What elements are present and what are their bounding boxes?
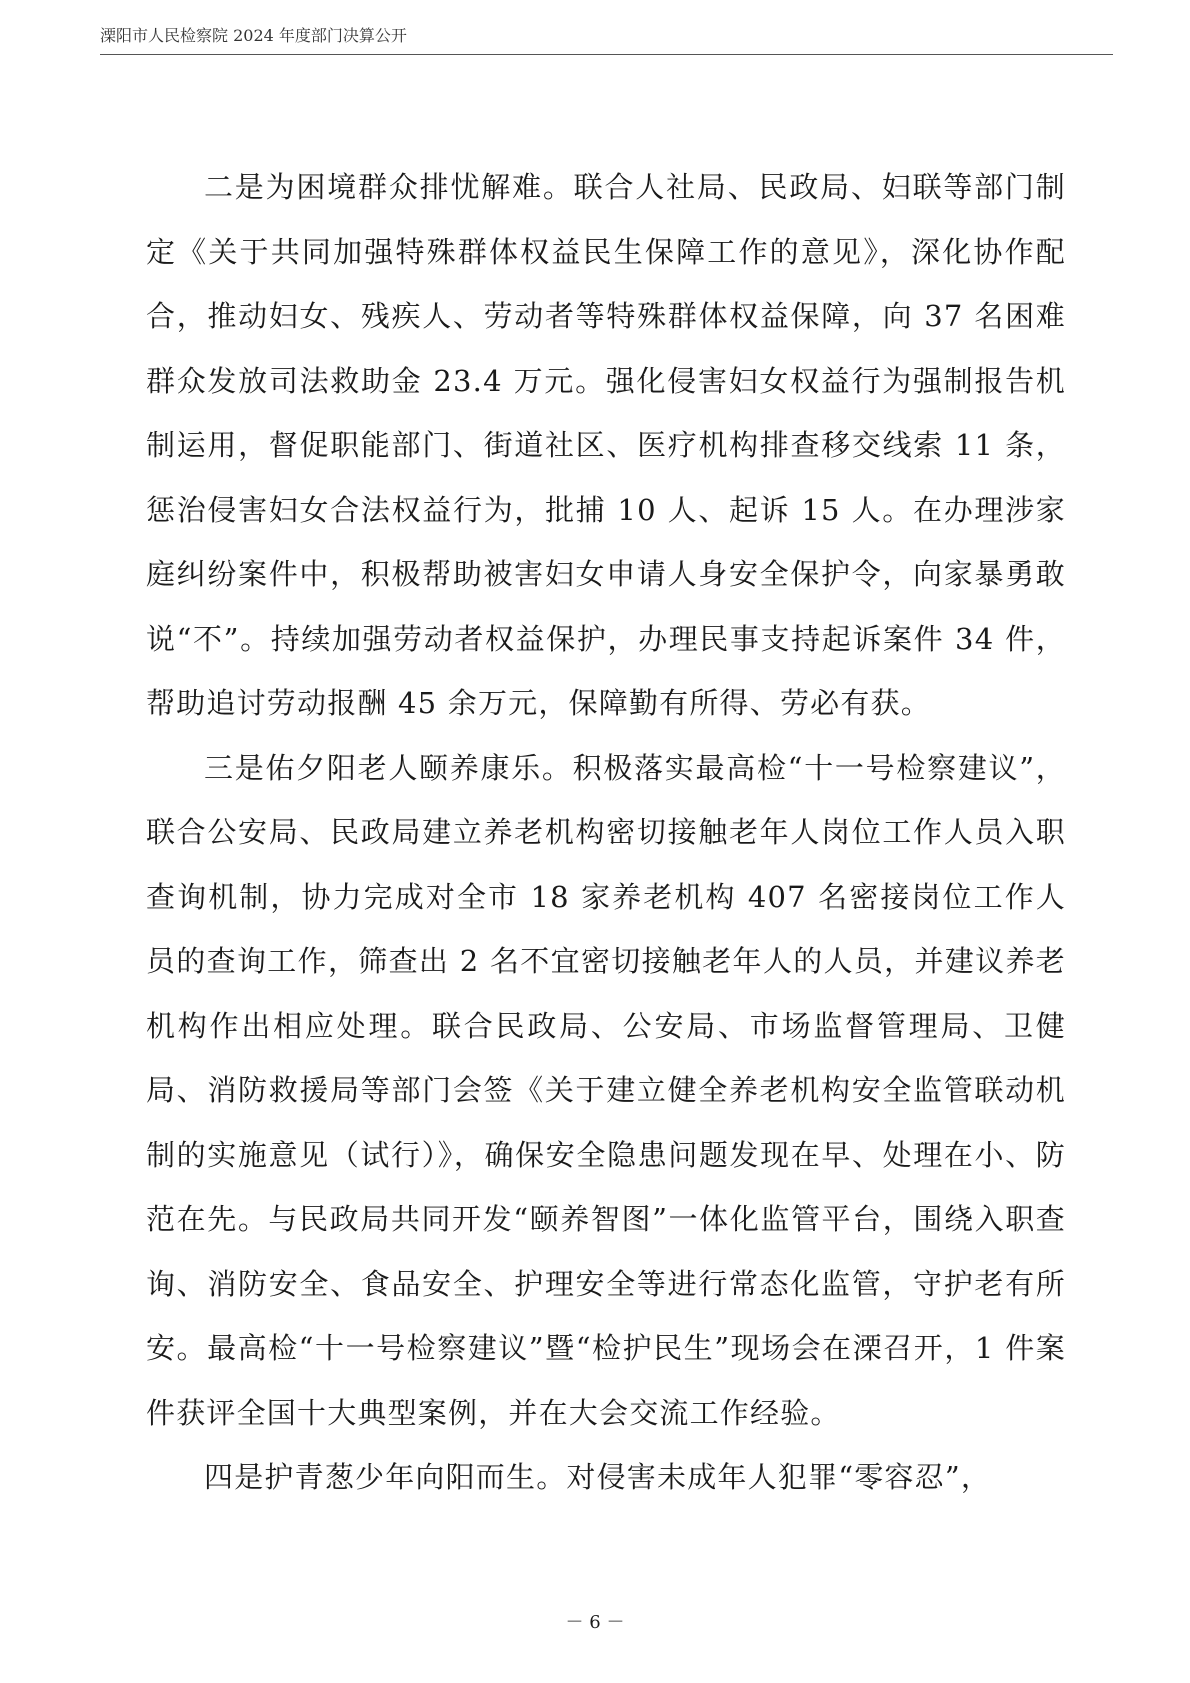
page-header [100,24,1113,55]
header-title: 溧阳市人民检察院 2024 年度部门决算公开 [100,26,407,45]
page-number: － 6 － [565,1612,625,1633]
paragraph-minors-protection: 四是护青葱少年向阳而生。对侵害未成年人犯罪“零容忍”， [204,1460,992,1494]
paragraph-elderly-care: 三是佑夕阳老人颐养康乐。积极落实最高检“十一号检察建议”，联合公安局、民政局建立养老机构密切接触老年人岗位工作人员入职查询机制，协力完成对全市 18 家养老机构 407 名密接岗位工作人员的查询工作，筛查出 2 名不宜密切接触老年人的人员，并建议养老机构作出相应处理。联合民政局、公安局、市场监督管理局、卫健局、消防救援局等部门会签《关于建立健全养老机构安全监管联动机制的实施意见（试行）》，确保安全隐患问题发现在早、处理在小、防范在先。与民政局共同开发“颐养智图”一体化监管平台，围绕入职查询、消防安全、食品安全、护理安全等进行常态化监管，守护老有所安。最高检“十一号检察建议”暨“检护民生”现场会在溧召开，1 件案件获评全国十大典型案例，并在大会交流工作经验。 [146,750,1066,1430]
document-body [146,155,1066,1510]
paragraph-difficult-groups: 二是为困境群众排忧解难。联合人社局、民政局、妇联等部门制定《关于共同加强特殊群体权益民生保障工作的意见》，深化协作配合，推动妇女、残疾人、劳动者等特殊群体权益保障，向 37 名困难群众发放司法救助金 23.4 万元。强化侵害妇女权益行为强制报告机制运用，督促职能部门、街道社区、医疗机构排查移交线索 11 条，惩治侵害妇女合法权益行为，批捕 10 人、起诉 15 人。在办理涉家庭纠纷案件中，积极帮助被害妇女申请人身安全保护令，向家暴勇敢说“不”。持续加强劳动者权益保护，办理民事支持起诉案件 34 件，帮助追讨劳动报酬 45 余万元，保障勤有所得、劳必有获。 [146,170,1066,720]
